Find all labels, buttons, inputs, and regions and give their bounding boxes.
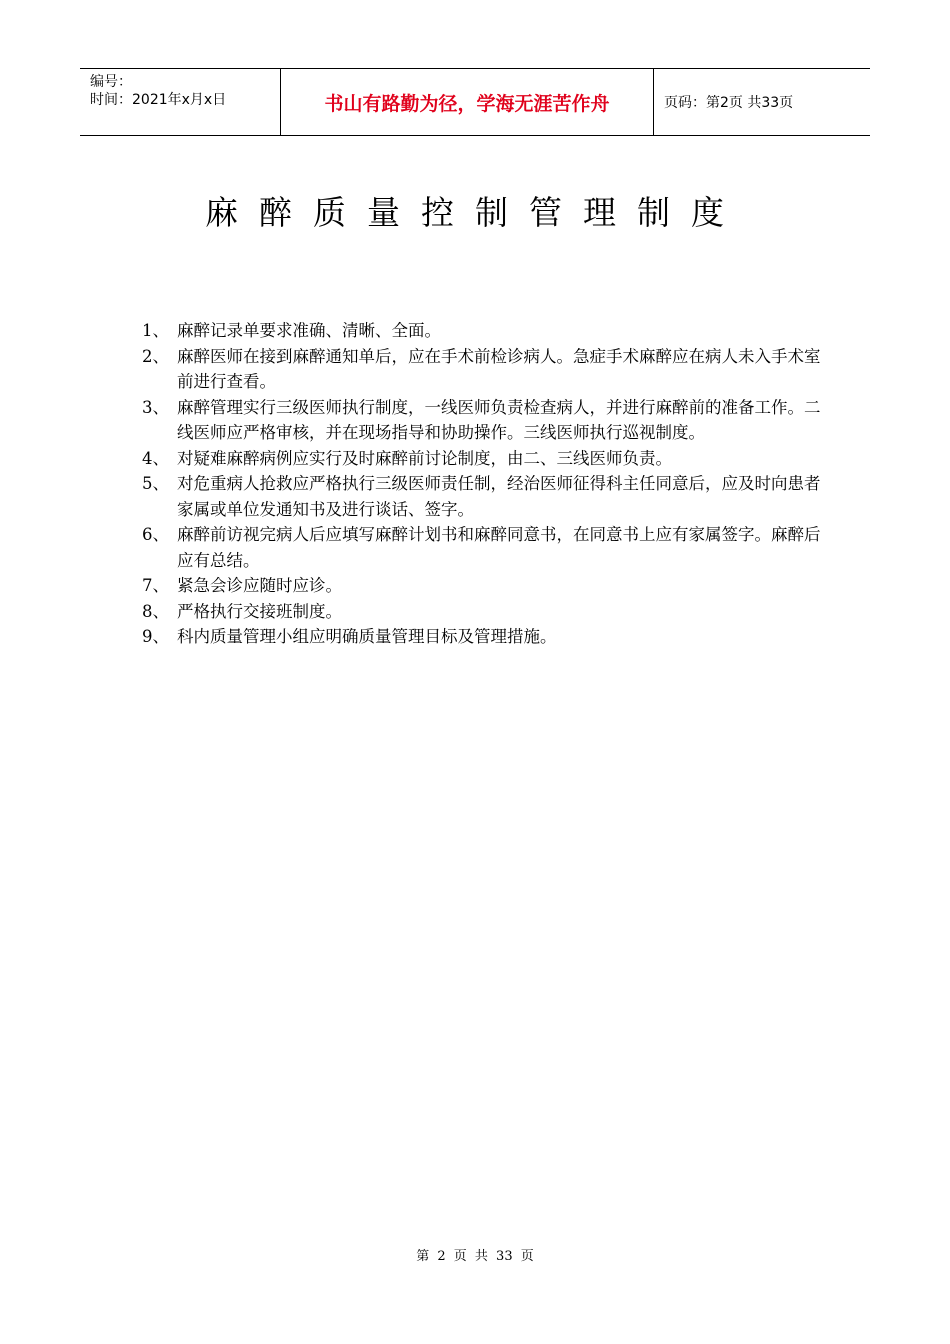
rule-number: 2、: [142, 346, 169, 366]
list-item: [142, 573, 832, 599]
header-motto: 书山有路勤为径，学海无涯苦作舟: [281, 69, 654, 135]
rule-text: 对疑难麻醉病例应实行及时麻醉前讨论制度，由二、三线医师负责。: [177, 448, 672, 468]
document-title: 麻醉质量控制管理制度: [205, 193, 745, 232]
rule-text: 麻醉前访视完病人后应填写麻醉计划书和麻醉同意书，在同意书上应有家属签字。麻醉后应有总结。: [177, 525, 821, 570]
header-page-info: 页码：第2页 共33页: [664, 95, 794, 111]
rule-text: 对危重病人抢救应严格执行三级医师责任制，经治医师征得科主任同意后，应及时向患者家属或单位发通知书及进行谈话、签字。: [177, 474, 821, 519]
list-item: [142, 446, 832, 472]
header-meta: [80, 69, 281, 135]
page-footer: 第 2 页 共 33 页: [416, 1249, 534, 1264]
rule-number: 4、: [142, 448, 169, 468]
rule-text: 麻醉管理实行三级医师执行制度，一线医师负责检查病人，并进行麻醉前的准备工作。二线医师应严格审核，并在现场指导和协助操作。三线医师执行巡视制度。: [177, 397, 821, 442]
rule-number: 6、: [142, 525, 169, 544]
rule-text: 紧急会诊应随时应诊。: [177, 576, 342, 595]
rule-number: 8、: [142, 601, 169, 621]
rule-number: 9、: [142, 627, 169, 646]
number-label: 编号：: [90, 74, 132, 90]
list-item: [142, 344, 832, 395]
list-item: [142, 395, 832, 446]
list-item: [142, 318, 832, 344]
rule-text: 科内质量管理小组应明确质量管理目标及管理措施。: [177, 627, 557, 646]
list-item: [142, 599, 832, 625]
rule-number: 5、: [142, 474, 169, 493]
rule-text: 麻醉记录单要求准确、清晰、全面。: [177, 321, 441, 340]
list-item: [142, 522, 832, 573]
rule-text: 麻醉医师在接到麻醉通知单后，应在手术前检诊病人。急症手术麻醉应在病人未入手术室前进行查看。: [177, 346, 821, 391]
rule-number: 1、: [142, 321, 169, 340]
rule-number: 7、: [142, 576, 169, 595]
page-header: [80, 68, 870, 136]
time-label: 时间：2021年x月x日: [90, 92, 227, 108]
rule-number: 3、: [142, 397, 169, 417]
list-item: [142, 624, 832, 650]
list-item: [142, 471, 832, 522]
rule-text: 严格执行交接班制度。: [177, 601, 342, 621]
rules-list: [142, 318, 832, 650]
